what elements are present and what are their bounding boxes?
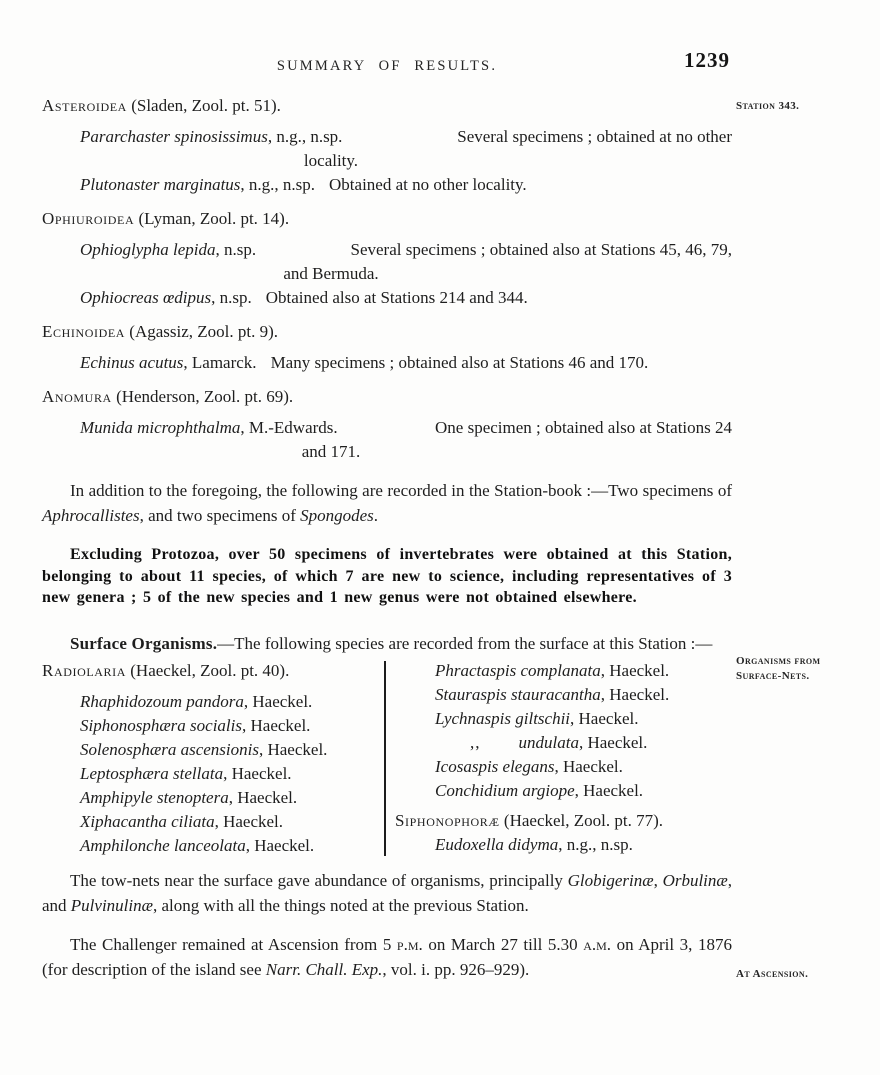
main-text-column — [42, 94, 732, 982]
species-tail: , Haeckel. — [258, 739, 328, 759]
species-name-group — [80, 353, 257, 372]
section-heading — [42, 94, 732, 118]
species-name: Pararchaster spinosissimus — [80, 127, 268, 146]
taxon-group-name: Siphonophoræ — [395, 810, 500, 830]
list-item — [395, 683, 732, 707]
section-anomura — [42, 385, 732, 464]
species-name: Munida microphthalma — [80, 418, 241, 437]
taxon-group-reference: (Sladen, Zool. pt. 51). — [126, 96, 281, 115]
species-tail: , n.g., n.sp. — [240, 175, 316, 194]
species-name: Ophiocreas œdipus — [80, 288, 212, 307]
section-echinoidea — [42, 320, 732, 375]
species-name: Xiphacantha ciliata — [80, 811, 215, 831]
list-item — [42, 714, 384, 738]
taxon-group-reference: (Henderson, Zool. pt. 69). — [111, 387, 294, 406]
paragraph-challenger: The Challenger remained at Ascension from 5 p.m. on March 27 till 5.30 a.m. on April 3, 1876 (for description of the island see Narr. Chall. Exp., vol. i. pp. 926–929). — [42, 934, 732, 979]
section-heading — [42, 207, 732, 231]
margin-note-organisms — [736, 654, 866, 684]
species-tail: , Haeckel. — [600, 660, 670, 680]
species-note: Many specimens ; obtained also at Stations 46 and 170. — [270, 353, 649, 372]
species-entry — [42, 125, 732, 173]
species-entry-line — [80, 351, 732, 375]
species-name: Amphipyle stenoptera — [80, 787, 229, 807]
section-heading — [42, 385, 732, 409]
species-name: Solenosphæra ascensionis — [80, 739, 259, 759]
continuation-line: and 171. — [301, 442, 361, 461]
paragraph-surface-intro: Surface Organisms.—The following species are recorded from the surface at this Station :— — [70, 633, 713, 653]
taxon-group-name: Ophiuroidea — [42, 209, 135, 228]
species-entry — [42, 286, 732, 310]
taxon-group-reference: (Haeckel, Zool. pt. 77). — [499, 810, 664, 830]
species-tail: , n.g., n.sp. — [558, 834, 633, 854]
taxon-group-name: Echinoidea — [42, 322, 126, 341]
species-name: Ophioglypha lepida — [80, 240, 216, 259]
species-tail: , Haeckel. — [554, 756, 623, 776]
species-entry — [42, 351, 732, 375]
list-item-ditto — [395, 731, 732, 755]
right-species-column — [386, 659, 732, 858]
siphonophorae-heading — [395, 809, 732, 833]
section-ophiuroidea — [42, 207, 732, 310]
species-name-group — [80, 238, 256, 262]
species-tail: , Haeckel. — [245, 835, 315, 855]
list-item — [42, 834, 384, 858]
page-number: 1239 — [684, 48, 730, 72]
species-name: Siphonosphæra socialis — [80, 715, 242, 735]
species-entry-line — [80, 173, 732, 197]
species-note: Obtained at no other locality. — [329, 175, 527, 194]
list-item — [42, 690, 384, 714]
margin-note-organisms-line1: Organisms from — [736, 655, 821, 667]
list-item — [42, 738, 384, 762]
margin-note-station: Station 343. — [736, 100, 800, 112]
species-name: Stauraspis stauracantha — [435, 684, 601, 704]
taxon-group-reference: (Haeckel, Zool. pt. 40). — [126, 660, 290, 680]
species-tail: , Haeckel. — [242, 715, 311, 735]
species-tail: , Lamarck. — [183, 353, 257, 372]
margin-note-organisms-line2: Surface-Nets. — [736, 670, 810, 682]
species-name: Icosaspis elegans — [435, 756, 555, 776]
species-note: One specimen ; obtained also at Stations 24 — [435, 418, 732, 437]
species-name: Plutonaster marginatus — [80, 175, 241, 194]
species-name-group — [80, 416, 338, 440]
list-item — [395, 779, 732, 803]
siphonophorae-subsection — [395, 809, 732, 857]
species-name-group — [80, 175, 315, 194]
species-tail: , Haeckel. — [228, 787, 298, 807]
species-name: Lychnaspis giltschii — [435, 708, 571, 728]
species-name: Rhaphidozoum pandora — [80, 691, 244, 711]
margin-note-ascension: At Ascension. — [736, 968, 809, 980]
species-tail: , Haeckel. — [574, 780, 644, 800]
species-entry-line — [80, 286, 732, 310]
species-name: Echinus acutus — [80, 353, 184, 372]
species-name: Conchidium argiope — [435, 780, 575, 800]
paragraph-addition: In addition to the foregoing, the following are recorded in the Station-book :—Two specimens of Aphrocallistes, and two specimens of Spongodes. — [42, 481, 732, 525]
species-tail: , Haeckel. — [578, 732, 648, 752]
species-entry — [42, 238, 732, 286]
list-item — [395, 833, 732, 857]
list-item — [395, 659, 732, 683]
species-note: Obtained also at Stations 214 and 344. — [265, 288, 528, 307]
page-header — [42, 55, 732, 75]
species-tail: , n.g., n.sp. — [267, 127, 343, 146]
paragraph-tow-nets: The tow-nets near the surface gave abundance of organisms, principally Globigerinæ, Orbulinæ, and Pulvinulinæ, along with all the things noted at the previous Station. — [42, 870, 732, 915]
radiolaria-list — [42, 659, 384, 858]
species-name-group — [80, 288, 252, 307]
species-tail: , Haeckel. — [570, 708, 639, 728]
radiolaria-heading — [42, 659, 384, 683]
list-item — [42, 786, 384, 810]
species-entry — [42, 173, 732, 197]
continuation-line: locality. — [303, 151, 359, 170]
species-entry-line — [80, 125, 732, 149]
taxon-group-name: Radiolaria — [42, 660, 126, 680]
running-title: SUMMARY OF RESULTS. — [276, 58, 498, 74]
species-note: Several specimens ; obtained at no other — [457, 127, 732, 146]
species-tail: , M.-Edwards. — [240, 418, 338, 437]
species-name: Eudoxella didyma — [435, 834, 559, 854]
species-name-group — [80, 125, 342, 149]
section-heading — [42, 320, 732, 344]
species-name: undulata — [518, 732, 579, 752]
list-item — [42, 762, 384, 786]
species-tail: , Haeckel. — [243, 691, 313, 711]
species-entry — [42, 416, 732, 464]
taxon-group-name: Anomura — [42, 387, 112, 406]
species-tail: , n.sp. — [215, 240, 257, 259]
species-entry-line — [80, 416, 732, 440]
species-name: Phractaspis complanata — [435, 660, 601, 680]
species-tail: , Haeckel. — [223, 763, 292, 783]
section-asteroidea — [42, 94, 732, 197]
species-tail: , n.sp. — [211, 288, 252, 307]
taxon-group-name: Asteroidea — [42, 96, 127, 115]
list-item — [395, 707, 732, 731]
species-note: Several specimens ; obtained also at Stations 45, 46, 79, — [350, 240, 732, 259]
surface-species-columns — [42, 659, 732, 858]
ditto-mark: ,, — [470, 732, 481, 752]
taxon-group-reference: (Lyman, Zool. pt. 14). — [134, 209, 290, 228]
species-entry-line — [80, 238, 732, 262]
list-item — [42, 810, 384, 834]
taxon-group-reference: (Agassiz, Zool. pt. 9). — [125, 322, 279, 341]
paragraph-summary-bold: Excluding Protozoa, over 50 specimens of invertebrates were obtained at this Station, belonging to about 11 species, of which 7 are new to science, including representatives of 3 new genera ; 5 of the new species and 1 new genus were not obtained elsewhere. — [42, 546, 732, 606]
species-name: Amphilonche lanceolata — [80, 835, 246, 855]
continuation-line: and Bermuda. — [283, 264, 379, 283]
species-tail: , Haeckel. — [600, 684, 670, 704]
list-item — [395, 755, 732, 779]
species-tail: , Haeckel. — [214, 811, 284, 831]
species-name: Leptosphæra stellata — [80, 763, 224, 783]
